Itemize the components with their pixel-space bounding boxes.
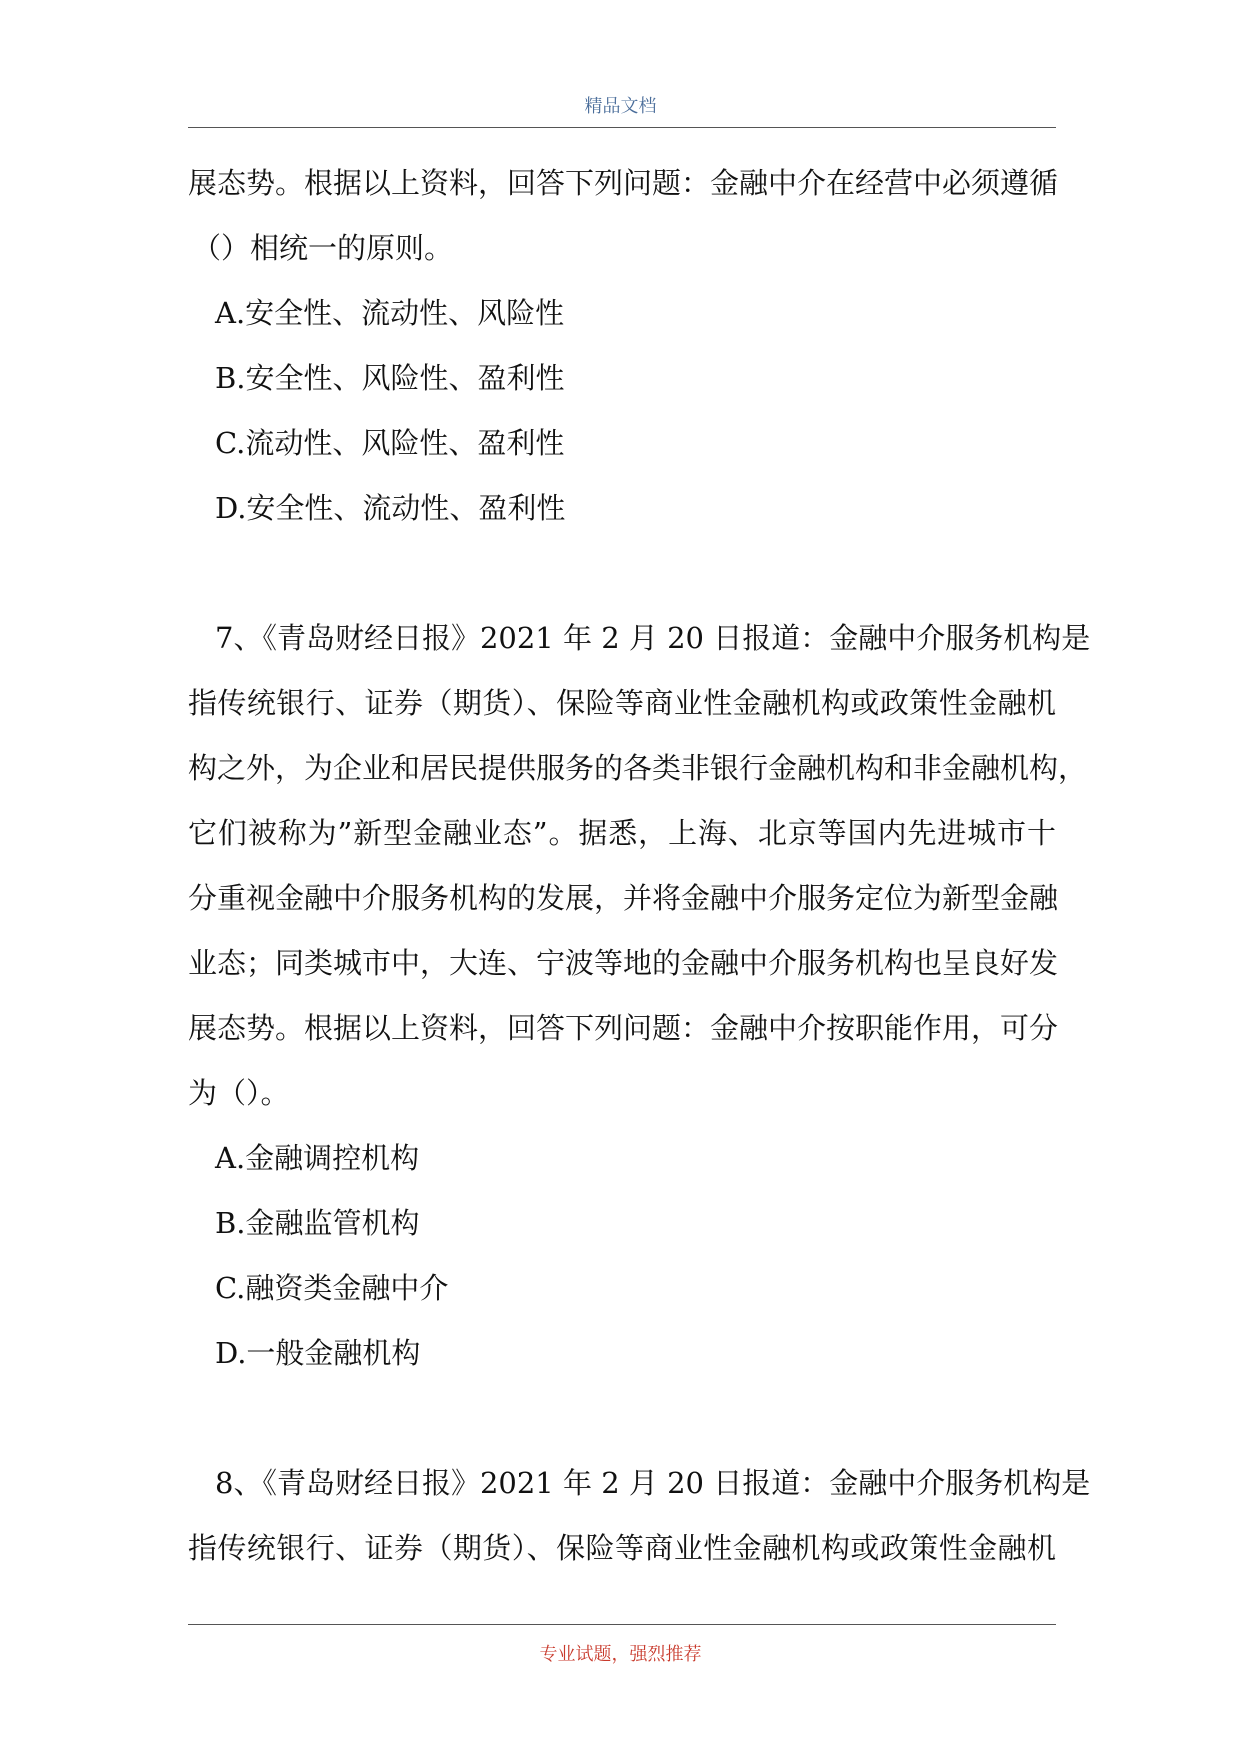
question-6-option-b: B.安全性、风险性、盈利性 [215,361,565,395]
question-7-line-4: 它们被称为”新型金融业态”。据悉，上海、北京等国内先进城市十 [188,816,1056,850]
paragraph-spacer [188,548,1056,613]
question-7-line-2: 指传统银行、证券（期货）、保险等商业性金融机构或政策性金融机 [188,686,1056,720]
question-7-line-1: 7、《青岛财经日报》2021 年 2 月 20 日报道：金融中介服务机构是 [215,621,1091,655]
question-7-option-b: B.金融监管机构 [215,1206,420,1240]
header-rule [188,127,1056,128]
question-7-line-7: 展态势。根据以上资料，回答下列问题：金融中介按职能作用，可分 [188,1011,1059,1045]
page-footer-title: 专业试题，强烈推荐 [539,1644,702,1665]
question-7-line-3: 构之外，为企业和居民提供服务的各类非银行金融机构和非金融机构， [188,751,1088,785]
question-7-line-8: 为（）。 [188,1076,290,1110]
question-7-option-d: D.一般金融机构 [215,1336,421,1370]
question-6-line-1: 展态势。根据以上资料，回答下列问题：金融中介在经营中必须遵循 [188,166,1059,200]
footer-rule [188,1624,1056,1625]
question-6-option-a: A.安全性、流动性、风险性 [215,296,565,330]
question-7-option-a: A.金融调控机构 [215,1141,420,1175]
paragraph-spacer [188,1393,1056,1458]
question-6-option-d: D.安全性、流动性、盈利性 [215,491,566,525]
document-body [188,158,1091,1588]
question-7-option-c: C.融资类金融中介 [215,1271,449,1305]
question-6-option-c: C.流动性、风险性、盈利性 [215,426,565,460]
question-7-line-6: 业态；同类城市中，大连、宁波等地的金融中介服务机构也呈良好发 [188,946,1059,980]
question-7-line-5: 分重视金融中介服务机构的发展，并将金融中介服务定位为新型金融 [188,881,1059,915]
question-8-line-2: 指传统银行、证券（期货）、保险等商业性金融机构或政策性金融机 [188,1531,1056,1565]
question-8-line-1: 8、《青岛财经日报》2021 年 2 月 20 日报道：金融中介服务机构是 [215,1466,1091,1500]
page-header-title: 精品文档 [584,96,657,117]
question-6-line-2: （）相统一的原则。 [192,231,454,265]
